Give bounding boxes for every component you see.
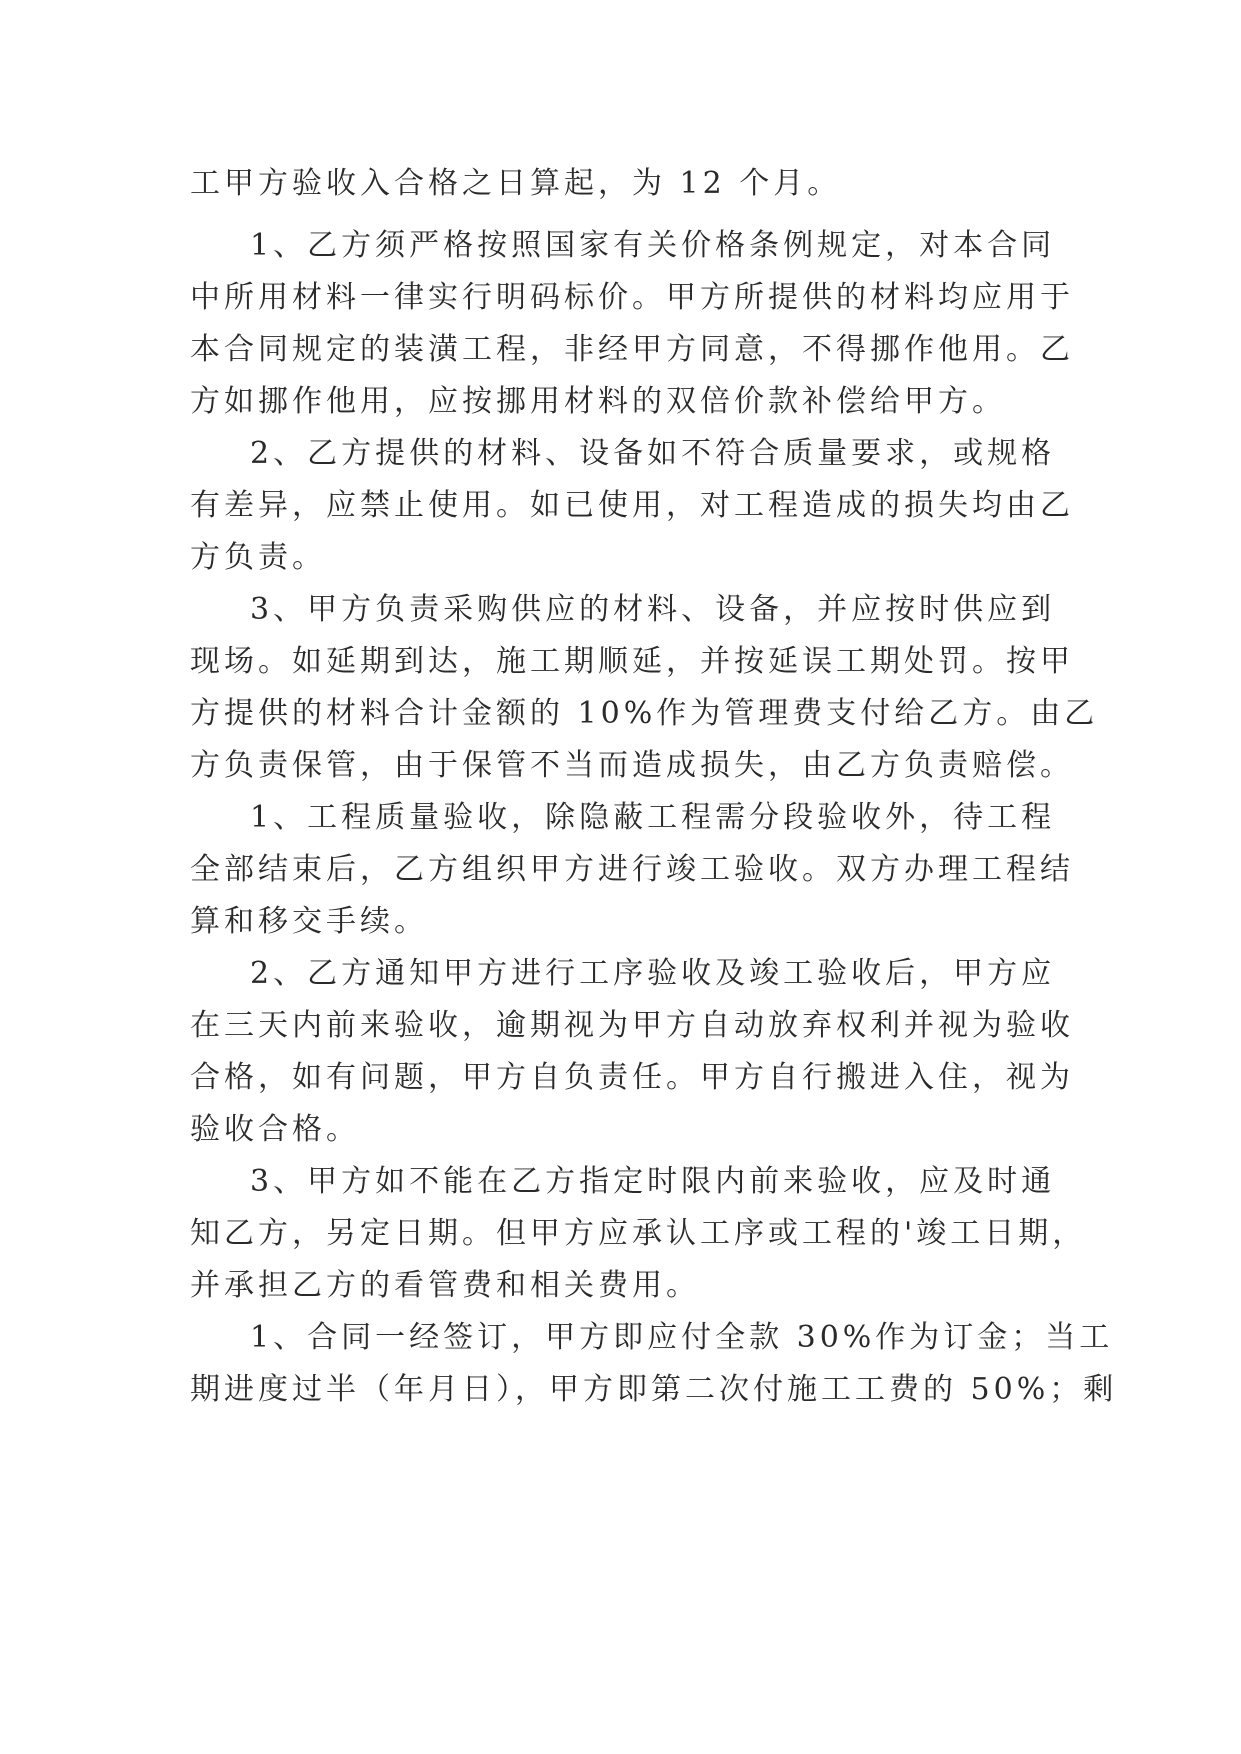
text-line: 算和移交手续。 [190,904,428,939]
text-line: 1、工程质量验收，除隐蔽工程需分段验收外，待工程 [250,800,1056,835]
text-line: 有差异，应禁止使用。如已使用，对工程造成的损失均由乙 [190,488,1074,523]
text-line: 工甲方验收入合格之日算起，为 12 个月。 [190,166,842,201]
text-line: 方负责。 [190,540,326,575]
text-line: 1、乙方须严格按照国家有关价格条例规定，对本合同 [250,228,1056,263]
text-line: 3、甲方负责采购供应的材料、设备，并应按时供应到 [250,592,1056,627]
text-line: 验收合格。 [190,1112,360,1147]
text-line: 方如挪作他用，应按挪用材料的双倍价款补偿给甲方。 [190,384,1006,419]
text-line: 3、甲方如不能在乙方指定时限内前来验收，应及时通 [250,1164,1056,1199]
text-line: 1、合同一经签订，甲方即应付全款 30%作为订金；当工 [250,1320,1114,1355]
text-line: 中所用材料一律实行明码标价。甲方所提供的材料均应用于 [190,280,1074,315]
text-line: 方提供的材料合计金额的 10%作为管理费支付给乙方。由乙 [190,696,1099,731]
text-line: 知乙方，另定日期。但甲方应承认工序或工程的'竣工日期， [190,1216,1087,1251]
text-line: 在三天内前来验收，逾期视为甲方自动放弃权利并视为验收 [190,1008,1074,1043]
text-line: 本合同规定的装潢工程，非经甲方同意，不得挪作他用。乙 [190,332,1074,367]
text-line: 方负责保管，由于保管不当而造成损失，由乙方负责赔偿。 [190,748,1074,783]
text-line: 现场。如延期到达，施工期顺延，并按延误工期处罚。按甲 [190,644,1074,679]
text-line: 并承担乙方的看管费和相关费用。 [190,1268,700,1303]
text-line: 全部结束后，乙方组织甲方进行竣工验收。双方办理工程结 [190,852,1074,887]
text-line: 2、乙方通知甲方进行工序验收及竣工验收后，甲方应 [250,956,1056,991]
text-line: 期进度过半（年月日），甲方即第二次付施工工费的 50%；剩 [190,1372,1118,1407]
text-line: 合格，如有问题，甲方自负责任。甲方自行搬进入住，视为 [190,1060,1074,1095]
text-line: 2、乙方提供的材料、设备如不符合质量要求，或规格 [250,436,1056,471]
